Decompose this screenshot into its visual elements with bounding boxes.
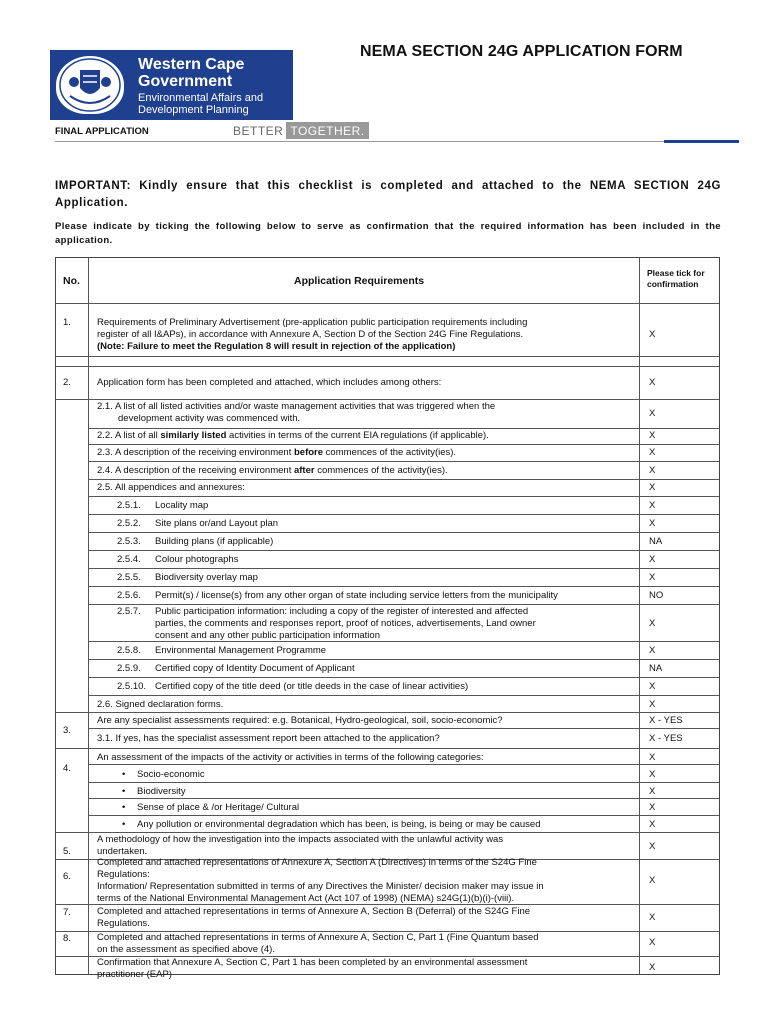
requirement-2-5-2: Site plans or/and Layout plan	[155, 518, 279, 529]
requirement-1: Requirements of Preliminary Advertisement (pre-application public participation requirements including register of all I&APs), in accordance with Annexure A, Section D of the Section 24G Fine Regulations. (Note: Failure to meet the Regulation 8 will result in rejection of the application)	[97, 317, 528, 352]
sub-number: 2.5.6.	[117, 590, 141, 601]
row-rule	[89, 461, 719, 462]
tick-value: X - YES	[649, 733, 683, 744]
row-rule	[89, 568, 719, 569]
bullet-icon: •	[122, 786, 126, 797]
row-number: 3.	[63, 725, 71, 736]
tick-value: X - YES	[649, 715, 683, 726]
sub-number: 2.5.10.	[117, 681, 147, 692]
bullet-icon: •	[122, 819, 126, 830]
tick-value: X	[649, 408, 656, 419]
header-divider-accent	[664, 140, 739, 143]
row-rule	[89, 659, 719, 660]
requirement-2-1: 2.1. A list of all listed activities and/or waste management activities that was triggered when the development activity was commenced with.	[97, 401, 496, 424]
requirement-2-5-7: Public participation information: including a copy of the register of interested and affected parties, the comments and responses report, proof of notices, advertisements, Land owner consent and any other public participation information	[155, 606, 536, 641]
tick-value: X	[649, 518, 656, 529]
instruction-text: Please indicate by ticking the following below to serve as confirmation that the required information has been included in the application.	[55, 221, 721, 246]
tick-value: X	[649, 554, 656, 565]
important-notice: IMPORTANT: Kindly ensure that this checklist is completed and attached to the NEMA SECTION 24G Application.	[55, 180, 721, 209]
row-number: 7.	[63, 907, 71, 918]
row-rule	[89, 728, 719, 729]
row-rule	[56, 399, 719, 400]
category-pollution: Any pollution or environmental degradation which has been, is being, is being or may be caused	[137, 819, 541, 830]
tick-value: X	[649, 572, 656, 583]
final-application-label: FINAL APPLICATION	[55, 126, 149, 137]
requirement-2-5-8: Environmental Management Programme	[155, 645, 327, 656]
row-rule	[56, 366, 719, 367]
row-rule	[89, 604, 719, 605]
requirement-6: Completed and attached representations of Annexure A, Section A (Directives) in terms of the S24G Fine Regulations: Information/ Representation submitted in terms of any Directives the Minister/ decision maker may issue in terms of the National Environmental Management Act (Act 107 of 1998) (NEMA) s24G(1)(b)(i)-(viii).	[97, 857, 544, 904]
tick-value: X	[649, 962, 656, 973]
row-rule	[89, 798, 719, 799]
tick-value: X	[649, 912, 656, 923]
form-title: NEMA SECTION 24G APPLICATION FORM	[360, 43, 683, 60]
tick-value: NA	[649, 663, 663, 674]
requirement-7: Completed and attached representations in terms of Annexure A, Section B (Deferral) of the S24G Fine Regulations.	[97, 906, 531, 929]
row-rule	[89, 428, 719, 429]
requirement-2-5-10: Certified copy of the title deed (or title deeds in the case of linear activities)	[155, 681, 469, 692]
requirement-2-3: 2.3. A description of the receiving environment before commences of the activity(ies).	[97, 447, 457, 458]
tick-value: X	[649, 681, 656, 692]
requirement-2-2: 2.2. A list of all similarly listed activities in terms of the current EIA regulations (if applicable).	[97, 430, 489, 441]
row-rule	[89, 532, 719, 533]
requirement-2-5: 2.5. All appendices and annexures:	[97, 482, 245, 493]
tick-value: X	[649, 377, 656, 388]
row-rule	[56, 712, 719, 713]
row-rule	[56, 832, 719, 833]
row-number: 8.	[63, 933, 71, 944]
row-rule	[89, 782, 719, 783]
tick-value: X	[649, 802, 656, 813]
row-rule	[89, 444, 719, 445]
requirement-2-5-4: Colour photographs	[155, 554, 239, 565]
row-rule	[89, 815, 719, 816]
tick-value: X	[649, 430, 656, 441]
coat-of-arms-icon	[56, 56, 124, 114]
header-divider	[55, 141, 739, 142]
row-rule	[56, 356, 719, 357]
tick-value: X	[649, 752, 656, 763]
row-rule	[89, 496, 719, 497]
requirement-2-5-6: Permit(s) / license(s) from any other organ of state including service letters from the municipality	[155, 590, 558, 601]
sub-number: 2.5.1.	[117, 500, 141, 511]
header-rule	[56, 303, 719, 304]
sub-number: 2.5.7.	[117, 606, 141, 617]
sub-number: 2.5.2.	[117, 518, 141, 529]
requirement-3-1: 3.1. If yes, has the specialist assessment report been attached to the application?	[97, 733, 440, 744]
requirement-3: Are any specialist assessments required: e.g. Botanical, Hydro-geological, soil, socio-economic?	[97, 715, 503, 726]
requirement-2: Application form has been completed and attached, which includes among others:	[97, 377, 442, 388]
row-rule	[56, 748, 719, 749]
tick-value: X	[649, 769, 656, 780]
tick-value: X	[649, 819, 656, 830]
row-number: 6.	[63, 871, 71, 882]
sub-number: 2.5.9.	[117, 663, 141, 674]
tick-value: X	[649, 937, 656, 948]
col-header-requirements: Application Requirements	[294, 275, 425, 287]
tick-value: X	[649, 645, 656, 656]
sub-number: 2.5.8.	[117, 645, 141, 656]
tagline-together: TOGETHER.	[286, 122, 368, 139]
tick-value: X	[649, 447, 656, 458]
requirement-2-4: 2.4. A description of the receiving environment after commences of the activity(ies).	[97, 465, 448, 476]
row-number: 1.	[63, 317, 71, 328]
bullet-icon: •	[122, 769, 126, 780]
tick-value: X	[649, 699, 656, 710]
requirement-2-5-3: Building plans (if applicable)	[155, 536, 274, 547]
col-header-tick: Please tick for confirmation	[647, 268, 705, 289]
tagline	[233, 122, 369, 140]
requirement-2-6: 2.6. Signed declaration forms.	[97, 699, 224, 710]
row-rule	[89, 586, 719, 587]
sub-number: 2.5.3.	[117, 536, 141, 547]
row-rule	[89, 514, 719, 515]
requirement-2-5-1: Locality map	[155, 500, 209, 511]
requirement-2-5-9: Certified copy of Identity Document of Applicant	[155, 663, 355, 674]
tick-value: X	[649, 465, 656, 476]
category-biodiversity: Biodiversity	[137, 786, 186, 797]
col-header-no: No.	[63, 275, 80, 287]
sub-number: 2.5.5.	[117, 572, 141, 583]
category-heritage: Sense of place & /or Heritage/ Cultural	[137, 802, 300, 813]
row-number: 2.	[63, 377, 71, 388]
tick-value: X	[649, 841, 656, 852]
row-rule	[89, 695, 719, 696]
row-number: 5.	[63, 846, 71, 857]
sub-number: 2.5.4.	[117, 554, 141, 565]
tick-value: NO	[649, 590, 664, 601]
tagline-better: BETTER	[233, 124, 284, 138]
requirement-5: A methodology of how the investigation into the impacts associated with the unlawful activity was undertaken.	[97, 834, 504, 857]
logo-title: Western Cape Government	[138, 56, 245, 90]
tick-value: X	[649, 500, 656, 511]
checklist-table	[55, 257, 720, 980]
requirement-8: Completed and attached representations in terms of Annexure A, Section C, Part 1 (Fine Quantum based on the assessment as specified above (4).	[97, 932, 539, 955]
row-rule	[89, 677, 719, 678]
logo-department: Environmental Affairs and Development Planning	[138, 92, 264, 116]
western-cape-government-logo	[50, 50, 293, 120]
requirement-2-5-5: Biodiversity overlay map	[155, 572, 258, 583]
tick-value: X	[649, 618, 656, 629]
requirement-eap-confirmation: Confirmation that Annexure A, Section C, Part 1 has been completed by an environmental assessment practitioner (EAP)	[97, 957, 528, 980]
requirement-4: An assessment of the impacts of the activity or activities in terms of the following categories:	[97, 752, 484, 763]
tick-value: X	[649, 786, 656, 797]
tick-value: NA	[649, 536, 663, 547]
row-rule	[89, 764, 719, 765]
bullet-icon: •	[122, 802, 126, 813]
category-socio-economic: Socio-economic	[137, 769, 205, 780]
row-rule	[89, 550, 719, 551]
row-rule	[89, 479, 719, 480]
row-number: 4.	[63, 763, 71, 774]
tick-value: X	[649, 482, 656, 493]
tick-value: X	[649, 329, 656, 340]
tick-value: X	[649, 875, 656, 886]
